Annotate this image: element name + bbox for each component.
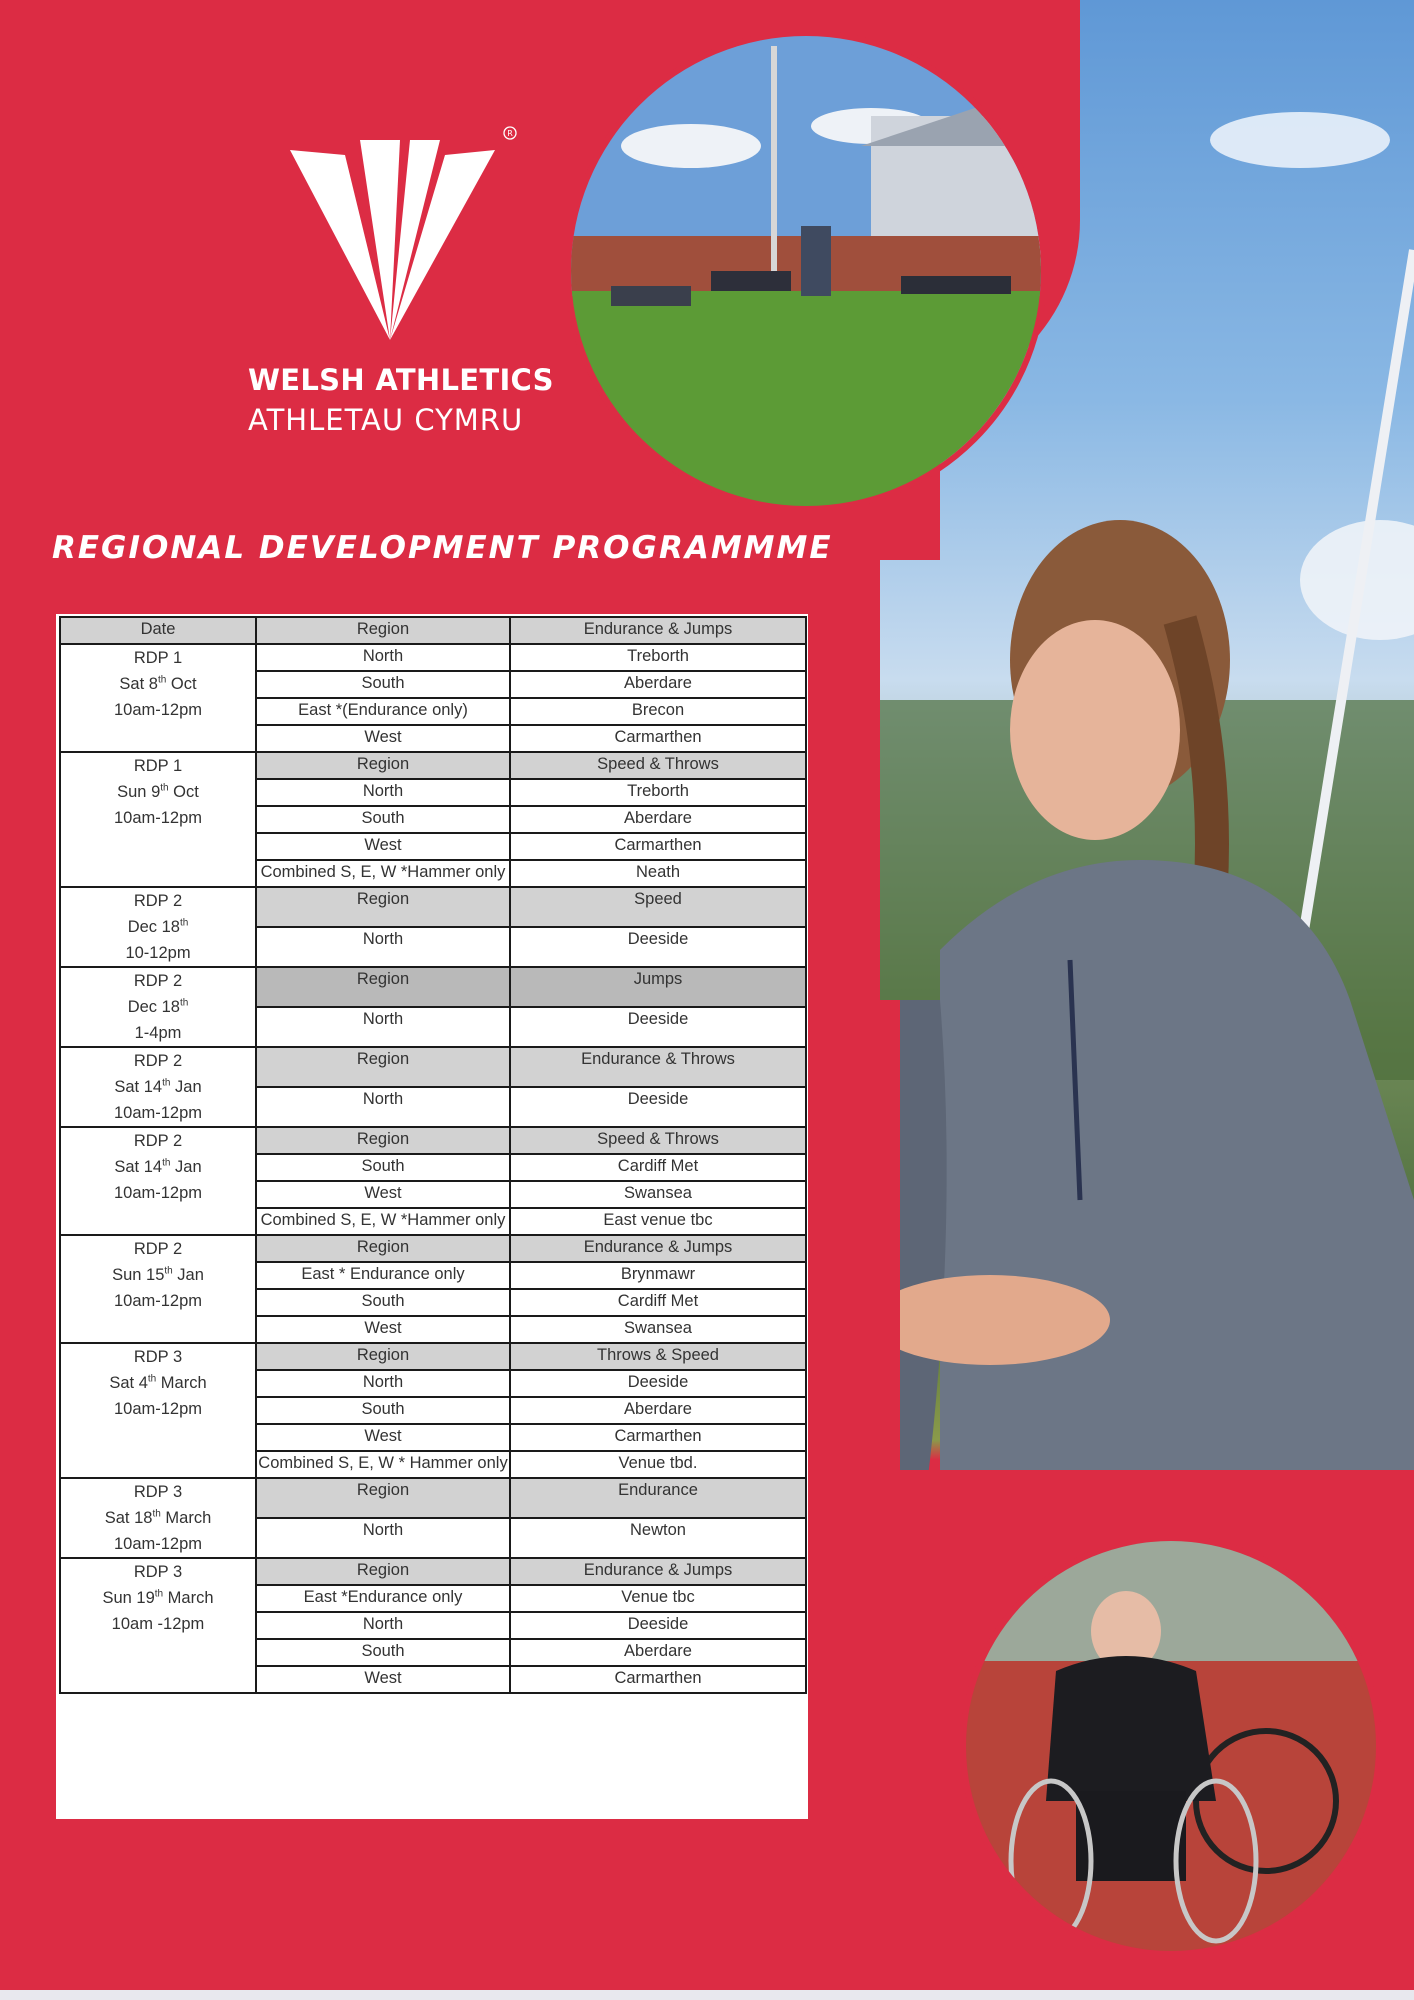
venue-cell: Venue tbc — [510, 1585, 806, 1612]
venue-cell: Swansea — [510, 1316, 806, 1343]
region-cell: East *(Endurance only) — [256, 698, 510, 725]
region-cell: East *Endurance only — [256, 1585, 510, 1612]
venue-cell: Carmarthen — [510, 725, 806, 752]
column-header: Date — [60, 617, 256, 644]
venue-cell: Swansea — [510, 1181, 806, 1208]
region-cell: North — [256, 1612, 510, 1639]
venue-cell: Brecon — [510, 698, 806, 725]
session-heading-cell: Region — [256, 967, 510, 1007]
brand-name-welsh: ATHLETAU CYMRU — [248, 403, 524, 437]
session-date-line: 10-12pm — [125, 944, 191, 962]
venue-cell: Aberdare — [510, 671, 806, 698]
region-cell: West — [256, 725, 510, 752]
svg-text:R: R — [507, 129, 513, 138]
session-heading-cell: Region — [256, 1478, 510, 1518]
venue-cell: Deeside — [510, 1007, 806, 1047]
venue-cell: Aberdare — [510, 1397, 806, 1424]
region-cell: East * Endurance only — [256, 1262, 510, 1289]
session-date-line: RDP 3 — [133, 1348, 183, 1366]
region-cell: West — [256, 1181, 510, 1208]
venue-cell: Cardiff Met — [510, 1289, 806, 1316]
region-cell: West — [256, 1316, 510, 1343]
region-cell: North — [256, 927, 510, 967]
session-date-line: RDP 2 — [133, 1240, 183, 1258]
session-heading-cell: Speed & Throws — [510, 1127, 806, 1154]
region-cell: Combined S, E, W *Hammer only — [256, 1208, 510, 1235]
venue-cell: Deeside — [510, 1612, 806, 1639]
session-heading-cell: Speed — [510, 887, 806, 927]
venue-cell: Carmarthen — [510, 833, 806, 860]
session-date-line: 10am-12pm — [113, 1400, 203, 1418]
table-row — [60, 1127, 806, 1154]
session-date-line: 10am-12pm — [113, 1184, 203, 1202]
region-cell: West — [256, 1666, 510, 1693]
venue-cell: Aberdare — [510, 1639, 806, 1666]
region-cell: West — [256, 833, 510, 860]
table-row — [60, 1235, 806, 1262]
session-heading-cell: Region — [256, 1047, 510, 1087]
table-row — [60, 887, 806, 927]
table-row — [60, 1047, 806, 1087]
schedule-table — [59, 616, 807, 1694]
session-date-line: 10am-12pm — [113, 1104, 203, 1122]
region-cell: South — [256, 671, 510, 698]
page-title: REGIONAL DEVELOPMENT PROGRAMMME — [52, 530, 833, 566]
wheelchair-athlete-photo — [960, 1535, 1382, 1957]
session-heading-cell: Region — [256, 887, 510, 927]
session-heading-cell: Endurance — [510, 1478, 806, 1518]
region-cell: South — [256, 1639, 510, 1666]
session-heading-cell: Speed & Throws — [510, 752, 806, 779]
venue-cell: Newton — [510, 1518, 806, 1558]
session-date-cell — [60, 752, 256, 887]
venue-cell: East venue tbc — [510, 1208, 806, 1235]
session-date-line: 10am -12pm — [111, 1615, 205, 1633]
session-date-line: Sun 15th Jan — [112, 1265, 204, 1284]
session-date-line: RDP 1 — [133, 757, 183, 775]
session-date-line: 10am-12pm — [113, 1292, 203, 1310]
session-date-line: Sat 8th Oct — [119, 674, 197, 693]
session-date-line: Sat 14th Jan — [114, 1157, 202, 1176]
session-date-cell — [60, 887, 256, 967]
venue-cell: Neath — [510, 860, 806, 887]
session-date-line: RDP 2 — [133, 1132, 183, 1150]
session-date-cell — [60, 1127, 256, 1235]
session-date-cell — [60, 644, 256, 752]
session-heading-cell: Jumps — [510, 967, 806, 1007]
session-date-line: Sat 4th March — [109, 1373, 207, 1392]
session-date-cell — [60, 1558, 256, 1693]
schedule-table-container — [56, 614, 808, 1819]
region-cell: North — [256, 1370, 510, 1397]
venue-cell: Treborth — [510, 779, 806, 806]
session-date-line: 10am-12pm — [113, 701, 203, 719]
brand-name: WELSH ATHLETICS — [248, 363, 554, 397]
session-date-line: RDP 2 — [133, 1052, 183, 1070]
table-header-row — [60, 617, 806, 644]
registered-mark-icon — [503, 126, 517, 140]
venue-cell: Cardiff Met — [510, 1154, 806, 1181]
session-heading-cell: Region — [256, 1127, 510, 1154]
region-cell: North — [256, 1087, 510, 1127]
session-date-cell — [60, 1235, 256, 1343]
bottom-edge — [0, 1990, 1414, 2000]
region-cell: South — [256, 1289, 510, 1316]
session-date-line: 1-4pm — [134, 1024, 182, 1042]
session-date-line: Sun 9th Oct — [117, 782, 199, 801]
session-date-line: Sun 19th March — [102, 1588, 214, 1607]
region-cell: Combined S, E, W * Hammer only — [256, 1451, 510, 1478]
session-heading-cell: Endurance & Throws — [510, 1047, 806, 1087]
table-row — [60, 752, 806, 779]
session-date-cell — [60, 1047, 256, 1127]
session-date-line: RDP 1 — [133, 649, 183, 667]
table-row — [60, 1343, 806, 1370]
table-row — [60, 644, 806, 671]
session-date-line: 10am-12pm — [113, 809, 203, 827]
table-row — [60, 1558, 806, 1585]
column-header: Endurance & Jumps — [510, 617, 806, 644]
session-date-line: Dec 18th — [127, 917, 189, 936]
session-heading-cell: Region — [256, 1343, 510, 1370]
region-cell: North — [256, 644, 510, 671]
session-date-line: RDP 3 — [133, 1563, 183, 1581]
venue-cell: Deeside — [510, 1087, 806, 1127]
region-cell: Combined S, E, W *Hammer only — [256, 860, 510, 887]
venue-cell: Deeside — [510, 927, 806, 967]
region-cell: West — [256, 1424, 510, 1451]
session-date-line: 10am-12pm — [113, 1535, 203, 1553]
table-row — [60, 967, 806, 1007]
venue-cell: Treborth — [510, 644, 806, 671]
session-date-cell — [60, 1478, 256, 1558]
session-heading-cell: Throws & Speed — [510, 1343, 806, 1370]
venue-cell: Carmarthen — [510, 1424, 806, 1451]
session-heading-cell: Region — [256, 752, 510, 779]
session-date-line: RDP 2 — [133, 972, 183, 990]
session-date-cell — [60, 967, 256, 1047]
session-date-line: RDP 3 — [133, 1483, 183, 1501]
region-cell: North — [256, 779, 510, 806]
venue-cell: Aberdare — [510, 806, 806, 833]
session-date-line: Sat 14th Jan — [114, 1077, 202, 1096]
region-cell: South — [256, 1154, 510, 1181]
venue-cell: Carmarthen — [510, 1666, 806, 1693]
session-date-line: RDP 2 — [133, 892, 183, 910]
column-header: Region — [256, 617, 510, 644]
table-row — [60, 1478, 806, 1518]
region-cell: South — [256, 1397, 510, 1424]
session-date-line: Sat 18th March — [104, 1508, 212, 1527]
session-date-line: Dec 18th — [127, 997, 189, 1016]
session-heading-cell: Region — [256, 1558, 510, 1585]
venue-cell: Deeside — [510, 1370, 806, 1397]
region-cell: South — [256, 806, 510, 833]
session-heading-cell: Region — [256, 1235, 510, 1262]
session-date-cell — [60, 1343, 256, 1478]
venue-cell: Brynmawr — [510, 1262, 806, 1289]
session-heading-cell: Endurance & Jumps — [510, 1235, 806, 1262]
venue-cell: Venue tbd. — [510, 1451, 806, 1478]
session-heading-cell: Endurance & Jumps — [510, 1558, 806, 1585]
region-cell: North — [256, 1007, 510, 1047]
region-cell: North — [256, 1518, 510, 1558]
training-group-photo — [565, 30, 1047, 512]
